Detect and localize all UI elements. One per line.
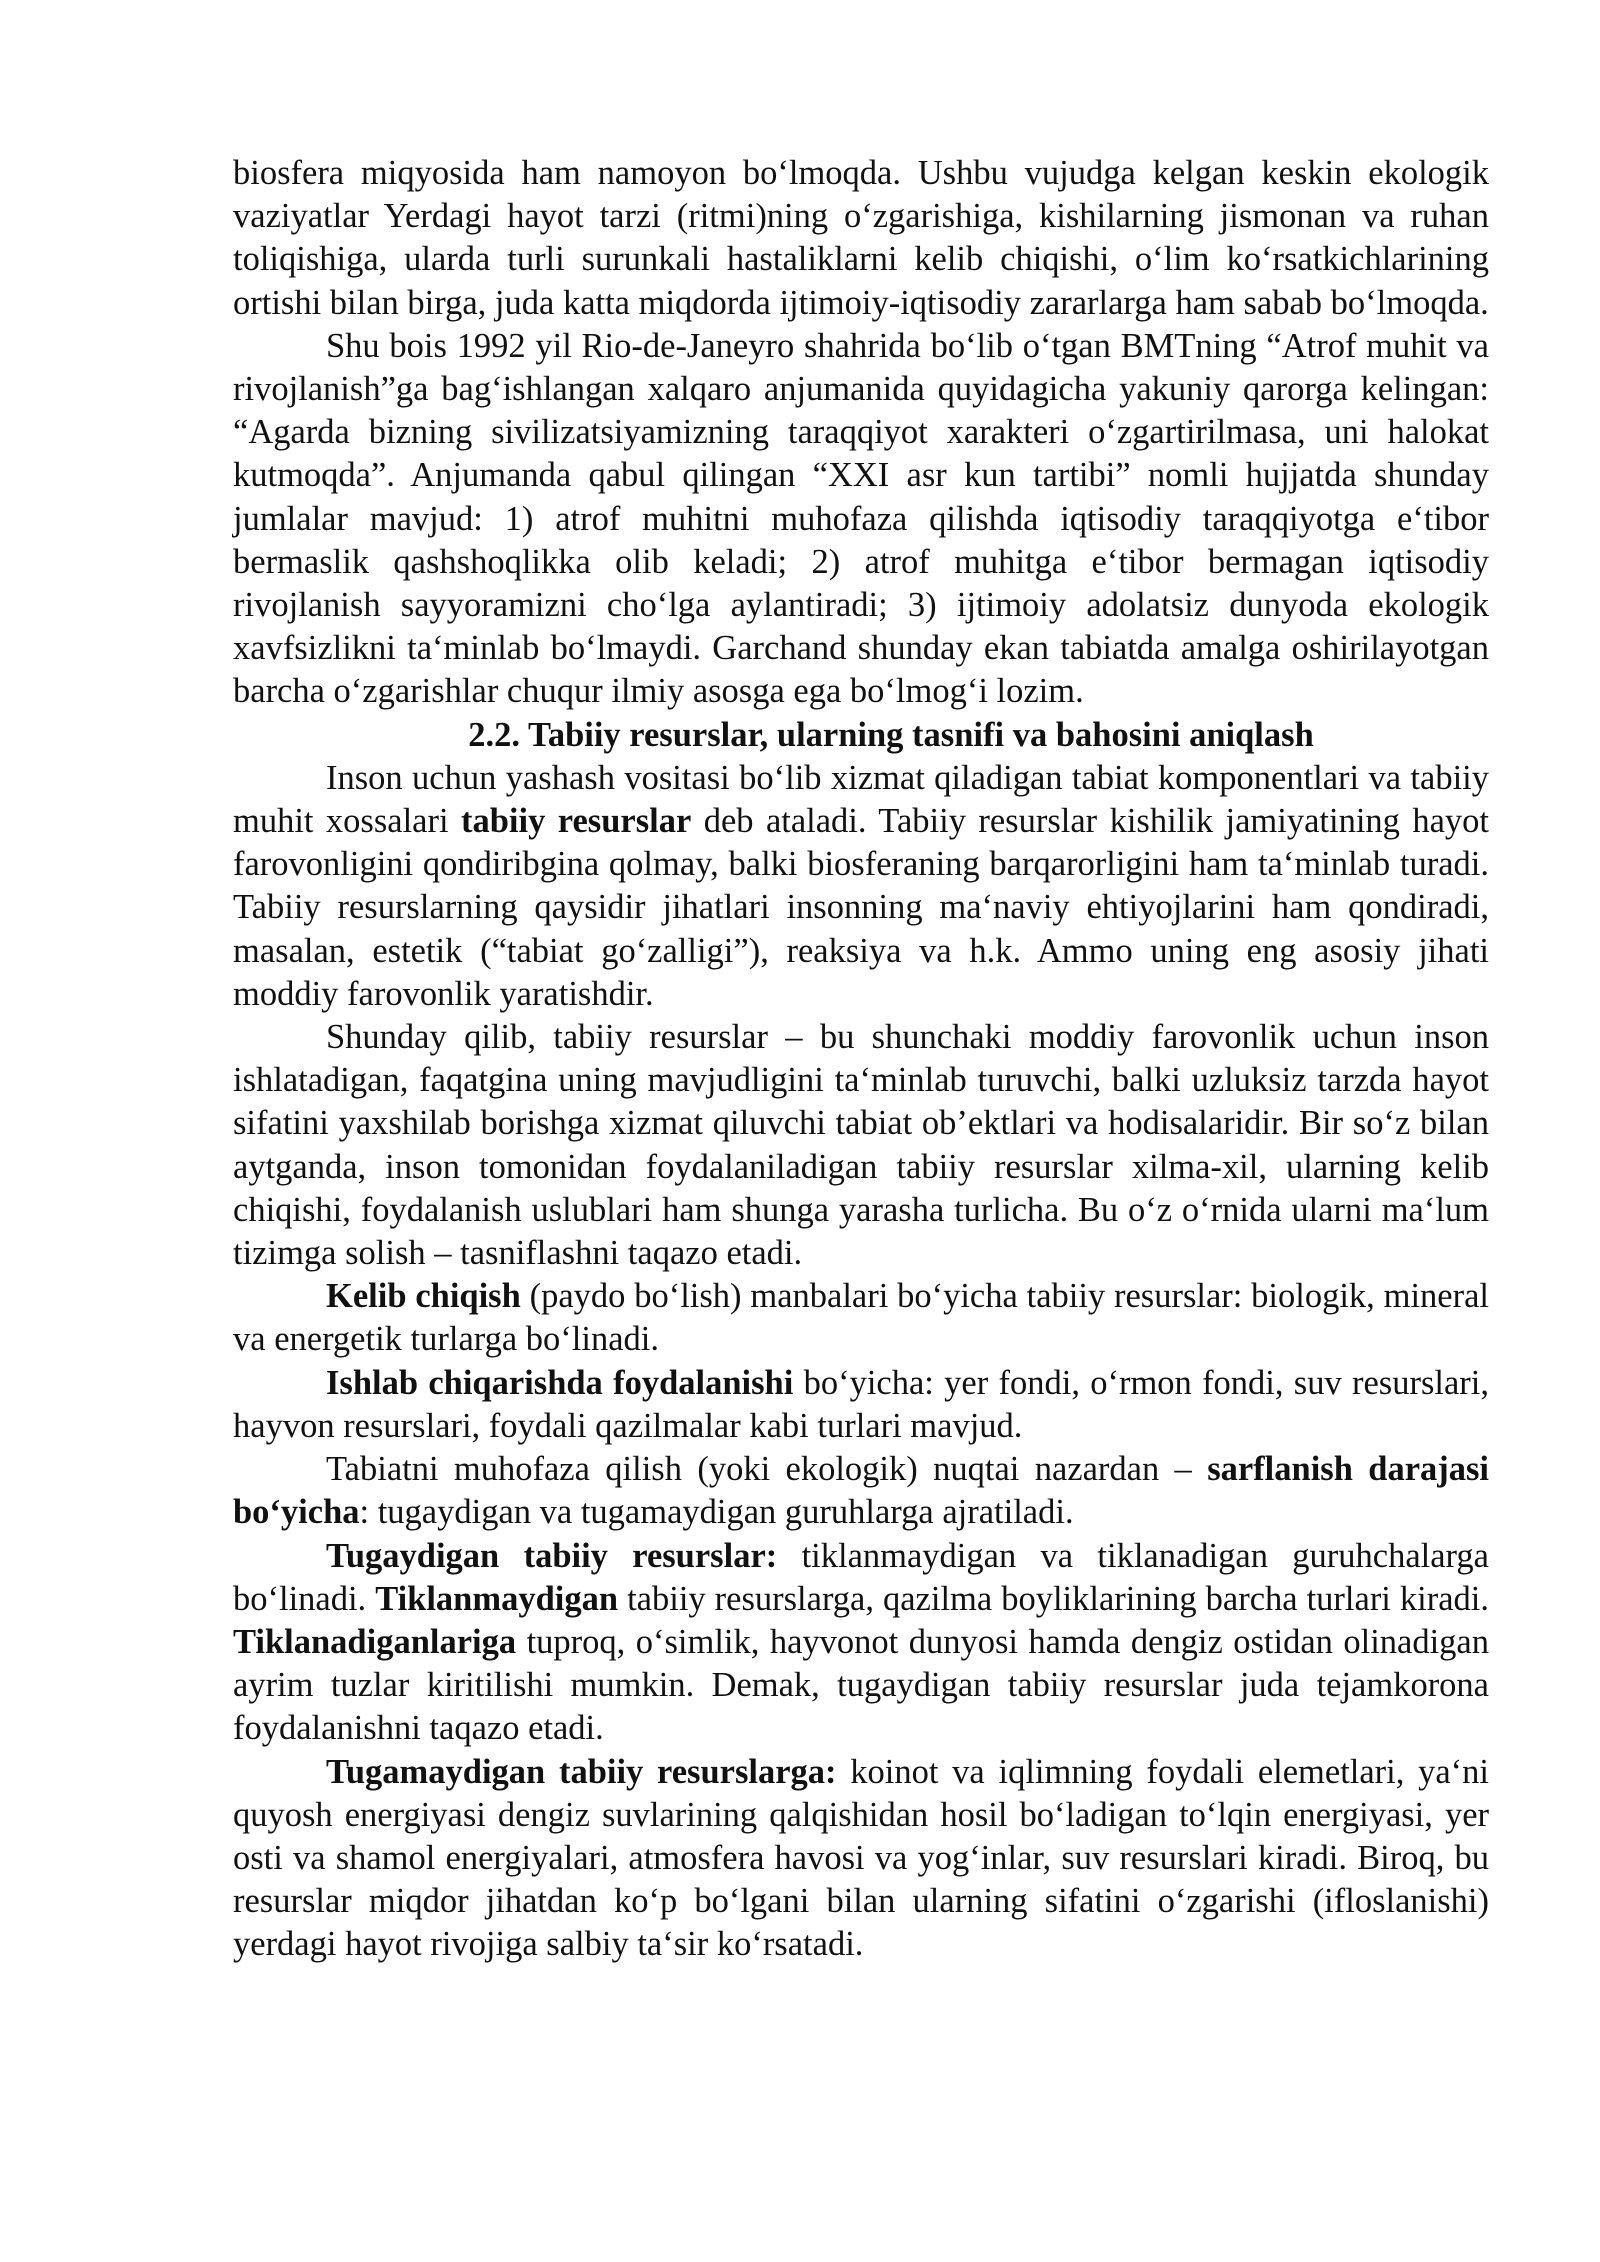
- paragraph-3-term: tabiiy resurslar: [461, 802, 692, 841]
- paragraph-5-term: Kelib chiqish: [326, 1277, 521, 1316]
- paragraph-7: [233, 1448, 1489, 1534]
- paragraph-8-text-c: tuproq, o‘simlik, hayvonot dunyosi hamda dengiz ostidan olinadigan ayrim tuzlar kiritilishi mumkin. Demak, tugaydigan tabiiy resurslar juda tejamkorona foydalanishni taqazo etadi.: [233, 1622, 1489, 1748]
- paragraph-7-text-a: Tabiatni muhofaza qilish (yoki ekologik) nuqtai nazardan –: [326, 1450, 1208, 1489]
- document-page: [233, 152, 1489, 1967]
- paragraph-8-text-b: tabiiy resurslarga, qazilma boyliklarining barcha turlari kiradi.: [618, 1579, 1489, 1618]
- paragraph-7-term: sarflanish darajasi bo‘yicha: [233, 1450, 1490, 1532]
- paragraph-3-text-a: Inson uchun yashash vositasi bo‘lib xizmat qiladigan tabiat komponentlari va tabiiy muhit xossalari: [233, 758, 1489, 841]
- paragraph-8-text-a: tiklanmaydigan va tiklanadigan guruhchalarga bo‘linadi.: [233, 1536, 1489, 1618]
- paragraph-2: Shu bois 1992 yil Rio-de-Janeyro shahrida bo‘lib o‘tgan BMTning “Atrof muhit va rivojlanish”ga bag‘ishlangan xalqaro anjumanida quyidagicha yakuniy qarorga kelingan: “Agarda bizning sivilizatsiyamizning taraqqiyot xarakteri o‘zgartirilmasa, uni halokat kutmoqda”. Anjumanda qabul qilingan “XXI asr kun tartibi” nomli hujjatda shunday jumlalar mavjud: 1) atrof muhitni muhofaza qilishda iqtisodiy taraqqiyotga e‘tibor bermaslik qashshoqlikka olib keladi; 2) atrof muhitga e‘tibor bermagan iqtisodiy rivojlanish sayyoramizni cho‘lga aylantiradi; 3) ijtimoiy adolatsiz dunyoda ekologik xavfsizlikni ta‘minlab bo‘lmaydi. Garchand shunday ekan tabiatda amalga oshirilayotgan barcha o‘zgarishlar chuqur ilmiy asosga ega bo‘lmog‘i lozim.: [233, 326, 1489, 711]
- paragraph-3-text-b: deb ataladi. Tabiiy resurslar kishilik jamiyatining hayot farovonligini qondiribgina qolmay, balki biosferaning barqarorligini ham ta‘minlab turadi. Tabiiy resurslarning qaysidir jihatlari insonning ma‘naviy ehtiyojlarini ham qondiradi, masalan, estetik (“tabiat go‘zalligi”), reaksiya va h.k. Ammo uning eng asosiy jihati moddiy farovonlik yaratishdir.: [233, 802, 1489, 1013]
- paragraph-6-text: bo‘yicha: yer fondi, o‘rmon fondi, suv resurslari, hayvon resurslari, foydali qazilmalar kabi turlari mavjud.: [233, 1363, 1489, 1445]
- paragraph-9-term: Tugamaydigan tabiiy resurslarga:: [326, 1752, 837, 1791]
- paragraph-6-term: Ishlab chiqarishda foydalanishi: [326, 1363, 794, 1402]
- paragraph-4: Shunday qilib, tabiiy resurslar – bu shunchaki moddiy farovonlik uchun inson ishlatadigan, faqatgina uning mavjudligini ta‘minlab turuvchi, balki uzluksiz tarzda hayot sifatini yaxshilab borishga xizmat qiluvchi tabiat ob’ektlari va hodisalaridir. Bir so‘z bilan aytganda, inson tomonidan foydalaniladigan tabiiy resurslar xilma-xil, ularning kelib chiqishi, foydalanish uslublari ham shunga yarasha turlicha. Bu o‘z o‘rnida ularni ma‘lum tizimga solish – tasniflashni taqazo etadi.: [233, 1018, 1489, 1273]
- paragraph-9: [233, 1751, 1489, 1967]
- paragraph-8-term-2: Tiklanmaydigan: [375, 1579, 619, 1618]
- paragraph-5-text: (paydo bo‘lish) manbalari bo‘yicha tabiiy resurslar: biologik, mineral va energetik turlarga bo‘linadi.: [233, 1277, 1489, 1359]
- section-heading: 2.2. Tabiiy resurslar, ularning tasnifi va bahosini aniqlash: [468, 715, 1314, 754]
- paragraph-5: [233, 1275, 1489, 1361]
- paragraph-9-text: koinot va iqlimning foydali elemetlari, ya‘ni quyosh energiyasi dengiz suvlarining qalqishidan hosil bo‘ladigan to‘lqin energiyasi, yer osti va shamol energiyalari, atmosfera havosi va yog‘inlar, suv resurslari kiradi. Biroq, bu resurslar miqdor jihatdan ko‘p bo‘lgani bilan ularning sifatini o‘zgarishi (ifloslanishi) yerdagi hayot rivojiga salbiy ta‘sir ko‘rsatadi.: [233, 1752, 1489, 1964]
- paragraph-6: [233, 1362, 1489, 1448]
- paragraph-8-term-3: Tiklanadiganlariga: [233, 1622, 517, 1661]
- paragraph-3: [233, 757, 1489, 1016]
- paragraph-8-term-1: Tugaydigan tabiiy resurslar:: [326, 1536, 778, 1575]
- paragraph-8: [233, 1535, 1489, 1751]
- paragraph-1: biosfera miqyosida ham namoyon bo‘lmoqda. Ushbu vujudga kelgan keskin ekologik vaziyatlar Yerdagi hayot tarzi (ritmi)ning o‘zgarishiga, kishilarning jismonan va ruhan toliqishiga, ularda turli surunkali hastaliklarni kelib chiqishi, o‘lim ko‘rsatkichlarining ortishi bilan birga, juda katta miqdorda ijtimoiy-iqtisodiy zararlarga ham sabab bo‘lmoqda.: [233, 154, 1489, 322]
- paragraph-7-text-b: : tugaydigan va tugamaydigan guruhlarga ajratiladi.: [359, 1493, 1074, 1532]
